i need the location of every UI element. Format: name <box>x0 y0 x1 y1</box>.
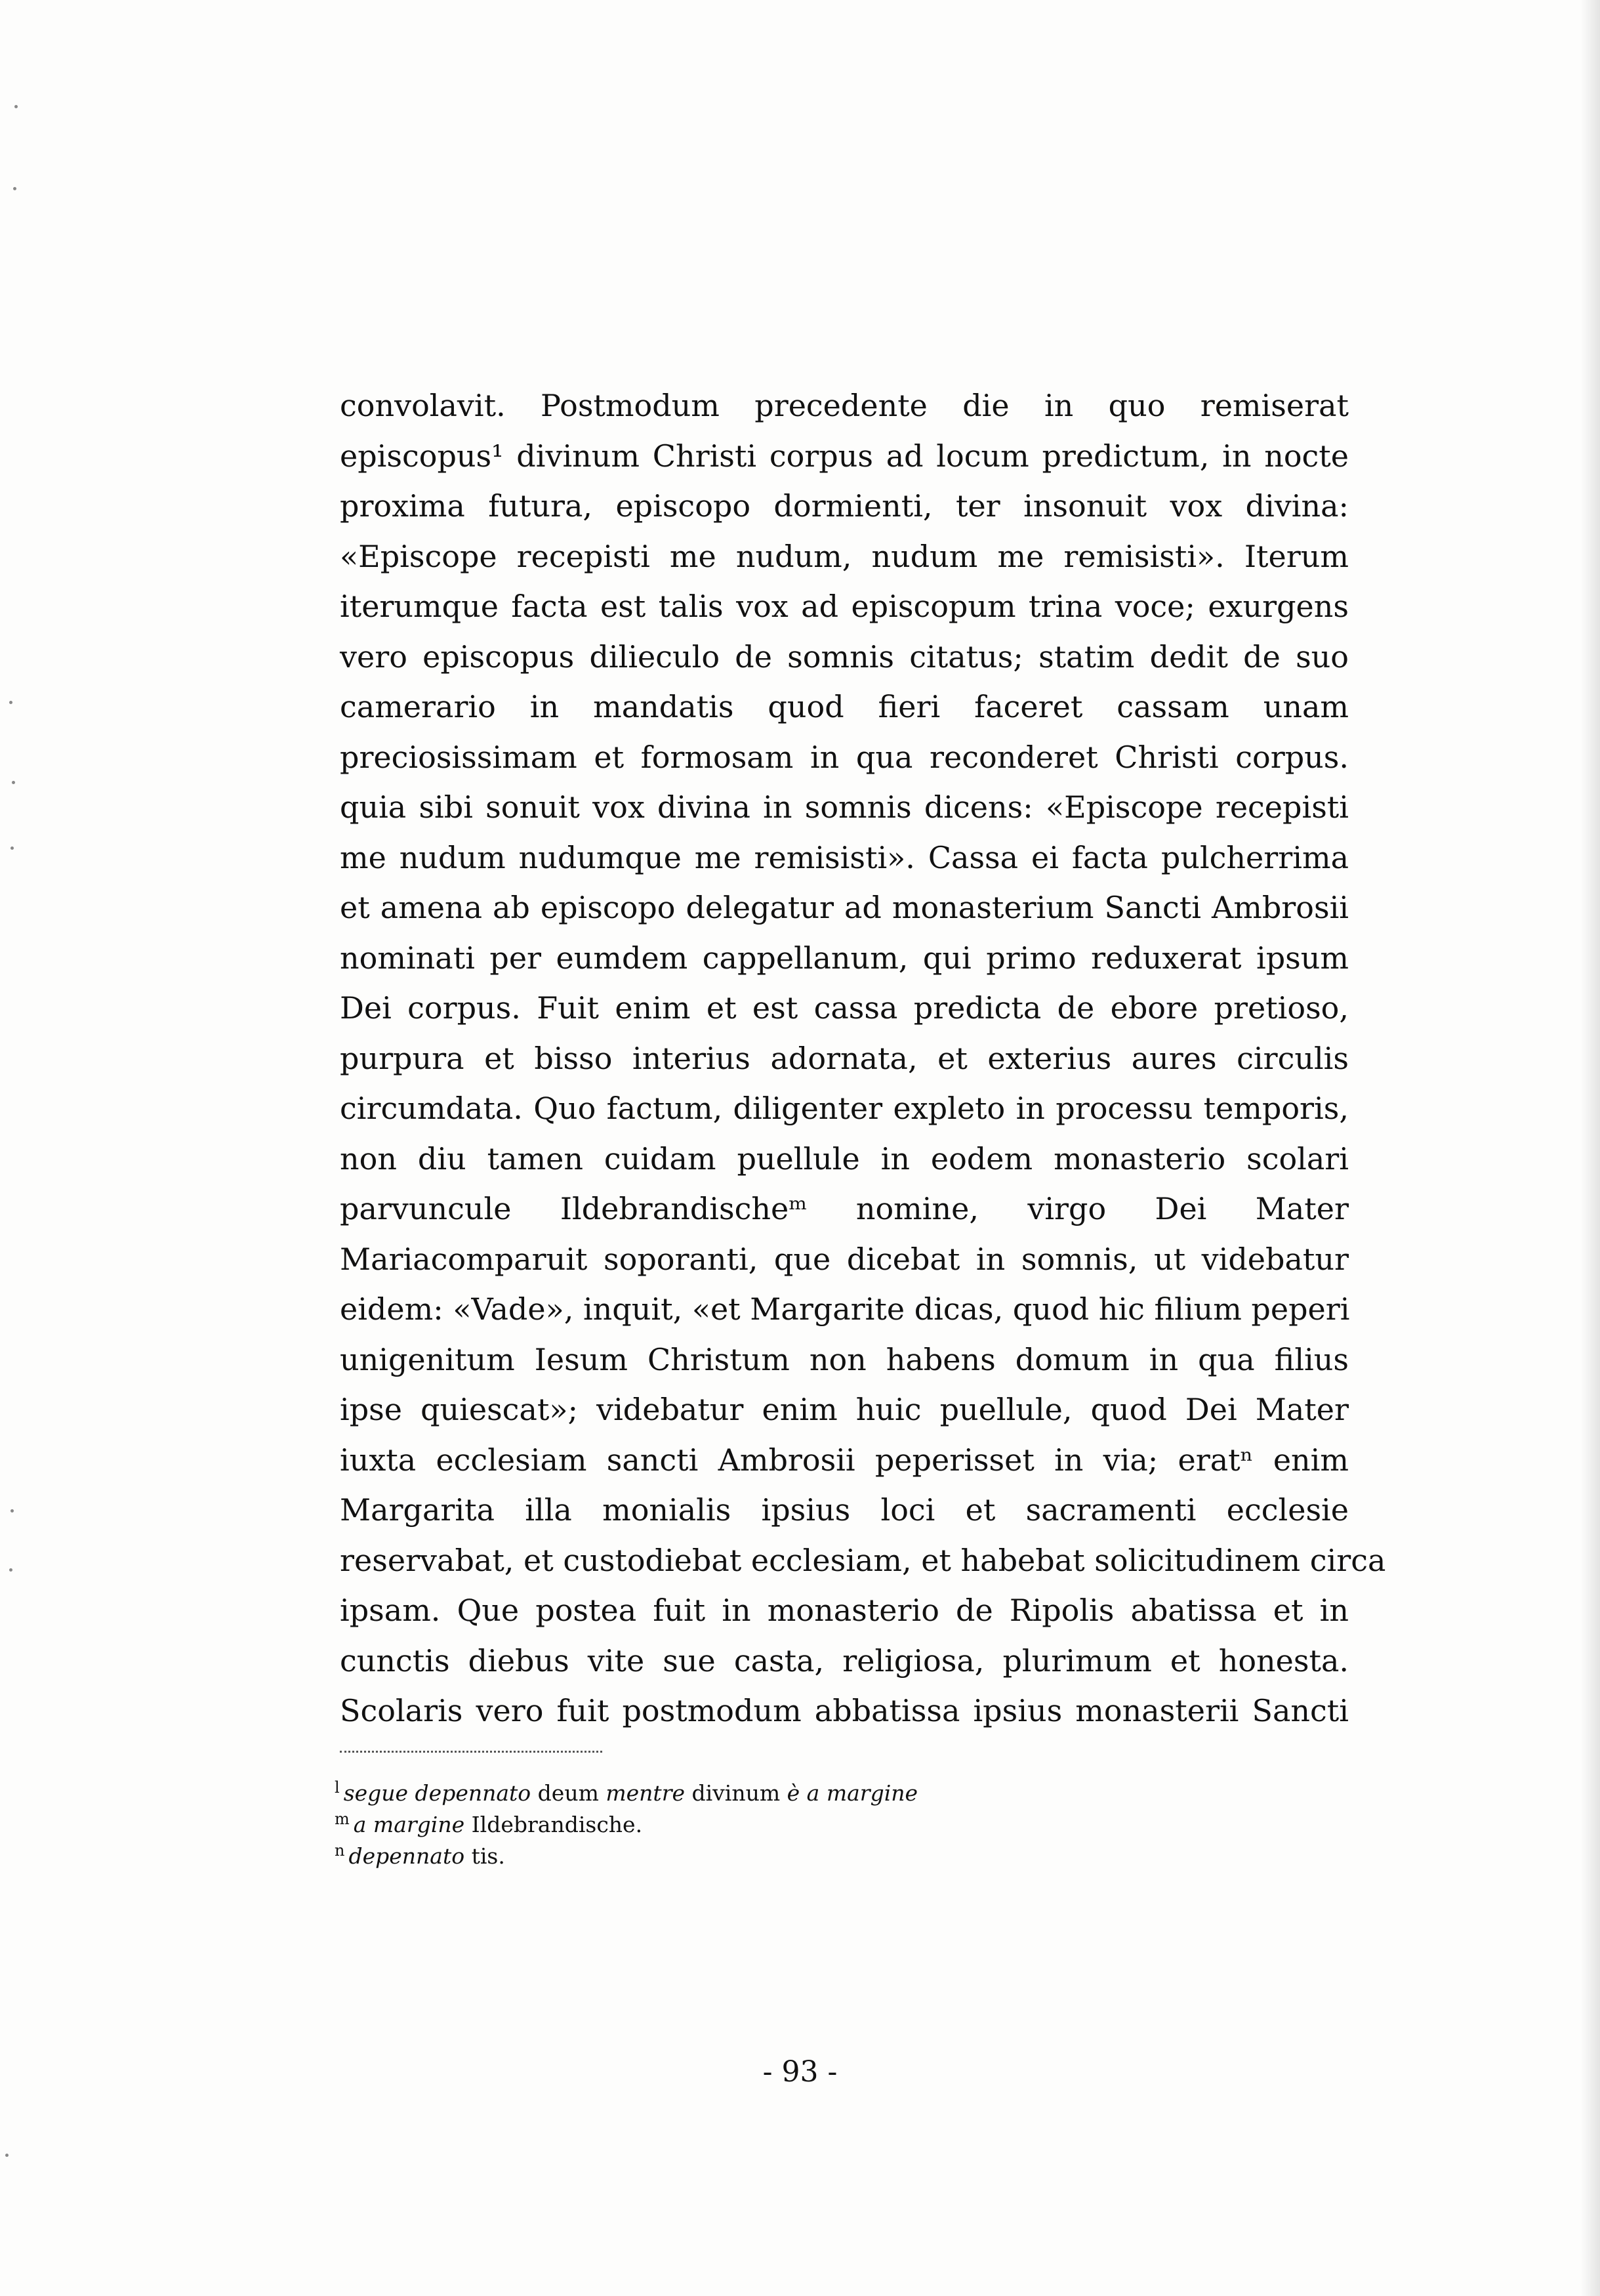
text-line: preciosissimam et formosam in qua reconderet Christi corpus. <box>340 739 1349 775</box>
text-line: ipse quiescat»; videbatur enim huic puellule, quod Dei Mater <box>340 1392 1349 1427</box>
footnote-text: Ildebrandische. <box>464 1812 643 1837</box>
text-line: nominati per eumdem cappellanum, qui primo reduxerat ipsum <box>340 940 1349 976</box>
scan-speck <box>14 105 18 108</box>
text-line: Margarita illa monialis ipsius loci et sacramenti ecclesie <box>340 1492 1349 1528</box>
text-line: parvuncule Ildebrandischeᵐ nomine, virgo Dei Mater <box>340 1191 1349 1226</box>
footnote-text: divinum <box>685 1780 787 1806</box>
footnote-mark: m <box>335 1810 350 1828</box>
footnote <box>335 1835 1122 1869</box>
footnote-text: depennato <box>348 1843 465 1869</box>
text-line: iuxta ecclesiam sancti Ambrosii peperisset in via; eratⁿ enim <box>340 1442 1349 1478</box>
scan-speck <box>12 781 15 784</box>
scan-speck <box>10 1509 14 1513</box>
text-line: convolavit. Postmodum precedente die in quo remiserat <box>340 388 1349 423</box>
main-text-block <box>340 381 1386 1736</box>
page-edge-shadow <box>1580 0 1600 2296</box>
page-number: - 93 - <box>762 2055 838 2089</box>
text-line: camerario in mandatis quod fieri faceret cassam unam <box>340 689 1349 724</box>
text-line: et amena ab episcopo delegatur ad monasterium Sancti Ambrosii <box>340 890 1349 925</box>
text-line: Scolaris vero fuit postmodum abbatissa ipsius monasterii Sancti <box>340 1693 1349 1728</box>
footnote <box>335 1772 1122 1806</box>
footnote-text: deum <box>531 1780 606 1806</box>
footnote-text: è a margine <box>787 1780 918 1806</box>
footnote <box>335 1803 1122 1835</box>
footnote-text: mentre <box>605 1780 685 1806</box>
footnote-text: a margine <box>353 1812 465 1837</box>
text-line: episcopus¹ divinum Christi corpus ad locum predictum, in nocte <box>340 438 1349 474</box>
text-line: proxima futura, episcopo dormienti, ter insonuit vox divina: <box>340 488 1349 524</box>
text-line: circumdata. Quo factum, diligenter expleto in processu temporis, <box>340 1091 1349 1126</box>
text-line: me nudum nudumque me remisisti». Cassa ei facta pulcherrima <box>340 839 1349 875</box>
footnote-divider <box>340 1751 602 1753</box>
text-line: ipsam. Que postea fuit in monasterio de Ripolis abatissa et in <box>340 1593 1349 1628</box>
text-line: unigenitum Iesum Christum non habens domum in qua filius <box>340 1341 1349 1377</box>
scan-speck <box>13 187 16 190</box>
text-line: iterumque facta est talis vox ad episcopum trina voce; exurgens <box>340 589 1349 624</box>
footnotes-block <box>335 1772 1122 1869</box>
scan-speck <box>9 1568 12 1572</box>
text-line: Dei corpus. Fuit enim et est cassa predicta de ebore pretioso, <box>340 990 1349 1026</box>
footnote-text: tis. <box>464 1843 505 1869</box>
text-line: non diu tamen cuidam puellule in eodem monasterio scolari <box>340 1140 1349 1177</box>
text-line: reservabat, et custodiebat ecclesiam, et habebat solicitudinem circa <box>340 1542 1386 1578</box>
footnote-mark: l <box>335 1778 340 1797</box>
scan-speck <box>10 846 14 850</box>
text-line: quia sibi sonuit vox divina in somnis dicens: «Episcope recepisti <box>340 789 1349 825</box>
scan-speck <box>5 2154 9 2157</box>
text-line: vero episcopus dilieculo de somnis citatus; statim dedit de suo <box>340 638 1349 675</box>
text-line: Mariacomparuit soporanti, que dicebat in somnis, ut videbatur <box>340 1241 1349 1277</box>
footnote-text: segue depennato <box>343 1780 531 1806</box>
text-line: eidem: «Vade», inquit, «et Margarite dicas, quod hic filium peperi <box>340 1291 1350 1327</box>
text-line: purpura et bisso interius adornata, et exterius aures circulis <box>340 1040 1349 1076</box>
text-line: «Episcope recepisti me nudum, nudum me remisisti». Iterum <box>340 538 1349 574</box>
scan-speck <box>9 701 12 704</box>
footnote-mark: n <box>335 1841 345 1860</box>
text-line: cunctis diebus vite sue casta, religiosa, plurimum et honesta. <box>340 1642 1349 1679</box>
